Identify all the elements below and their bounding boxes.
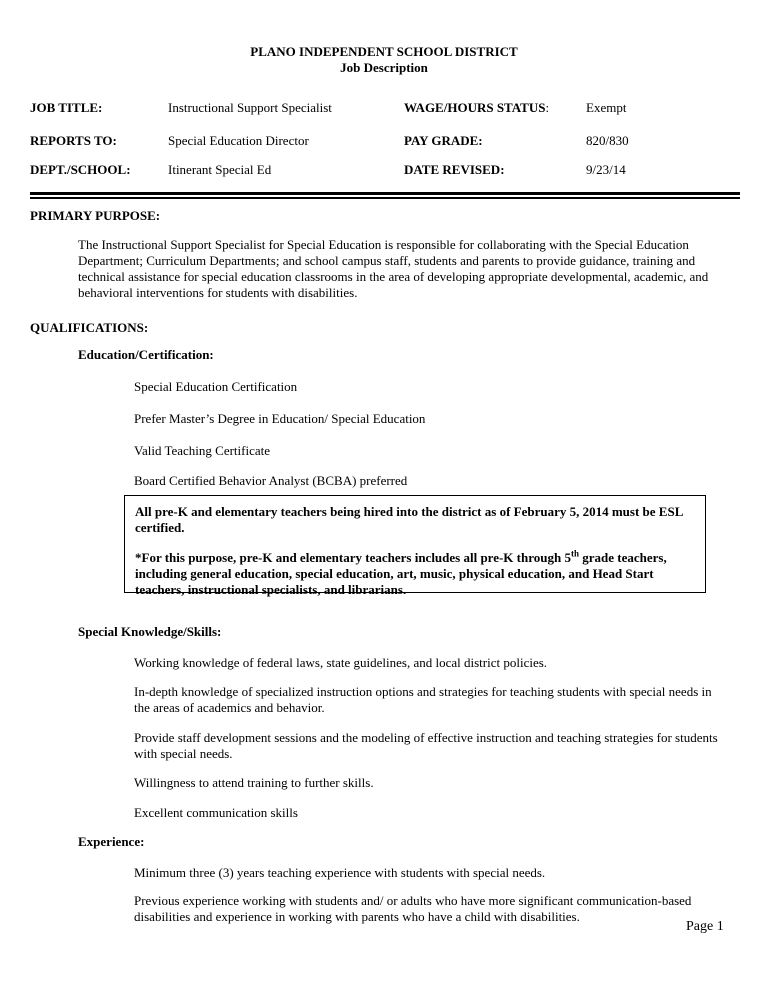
experience-item: Previous experience working with students and/ or adults who have more significant communication-based disabilities and experience in working with parents who have a child with disabilities. bbox=[134, 893, 692, 924]
knowledge-item: Working knowledge of federal laws, state guidelines, and local district policies. bbox=[134, 655, 548, 670]
wage-hours-label: WAGE/HOURS STATUS: bbox=[404, 100, 550, 115]
education-item: Special Education Certification bbox=[134, 379, 298, 394]
primary-purpose-text: The Instructional Support Specialist for Special Education is responsible for collaborating with the Special Education Department; Curriculum Departments; and school campus staff, students and parents to provide guidance, training and technical assistance for special education classrooms in the area of developing appropriate developmental, academic, and behavioral interventions for students with disabilities. bbox=[78, 237, 709, 300]
knowledge-item: Willingness to attend training to further skills. bbox=[134, 775, 374, 790]
date-revised-value: 9/23/14 bbox=[586, 162, 626, 177]
pay-grade-label: PAY GRADE: bbox=[404, 133, 483, 148]
pay-grade-value: 820/830 bbox=[586, 133, 629, 148]
page-number: Page 1 bbox=[686, 919, 724, 934]
header-rule-bottom bbox=[30, 197, 740, 199]
reports-to-label: REPORTS TO: bbox=[30, 133, 117, 148]
knowledge-item: Excellent communication skills bbox=[134, 805, 298, 820]
job-title-value: Instructional Support Specialist bbox=[168, 100, 332, 115]
qualifications-heading: QUALIFICATIONS: bbox=[30, 320, 149, 335]
organization-title: PLANO INDEPENDENT SCHOOL DISTRICT bbox=[250, 44, 518, 59]
experience-heading: Experience: bbox=[78, 834, 145, 849]
reports-to-value: Special Education Director bbox=[168, 133, 309, 148]
document-subtitle: Job Description bbox=[340, 60, 428, 75]
esl-notice-definition: *For this purpose, pre-K and elementary teachers includes all pre-K through 5th grade teachers, including general education, special education, art, music, physical education, and Head Start teachers, instructional specialists, and librarians. bbox=[135, 548, 667, 597]
header-rule-top bbox=[30, 192, 740, 195]
education-item: Board Certified Behavior Analyst (BCBA) preferred bbox=[134, 473, 408, 488]
primary-purpose-heading: PRIMARY PURPOSE: bbox=[30, 208, 161, 223]
knowledge-item: Provide staff development sessions and the modeling of effective instruction and teaching strategies for students with special needs. bbox=[134, 730, 718, 761]
knowledge-item: In-depth knowledge of specialized instruction options and strategies for teaching students with special needs in the areas of academics and behavior. bbox=[134, 684, 712, 715]
esl-notice-requirement: All pre-K and elementary teachers being hired into the district as of February 5, 2014 must be ESL certified. bbox=[135, 504, 683, 535]
dept-school-value: Itinerant Special Ed bbox=[168, 162, 272, 177]
date-revised-label: DATE REVISED: bbox=[404, 162, 505, 177]
wage-hours-value: Exempt bbox=[586, 100, 627, 115]
esl-notice-box bbox=[124, 495, 706, 597]
dept-school-label: DEPT./SCHOOL: bbox=[30, 162, 131, 177]
education-heading: Education/Certification: bbox=[78, 347, 214, 362]
education-item: Prefer Master’s Degree in Education/ Special Education bbox=[134, 411, 426, 426]
knowledge-heading: Special Knowledge/Skills: bbox=[78, 624, 222, 639]
job-title-label: JOB TITLE: bbox=[30, 100, 103, 115]
experience-item: Minimum three (3) years teaching experience with students with special needs. bbox=[134, 865, 546, 880]
education-item: Valid Teaching Certificate bbox=[134, 443, 271, 458]
